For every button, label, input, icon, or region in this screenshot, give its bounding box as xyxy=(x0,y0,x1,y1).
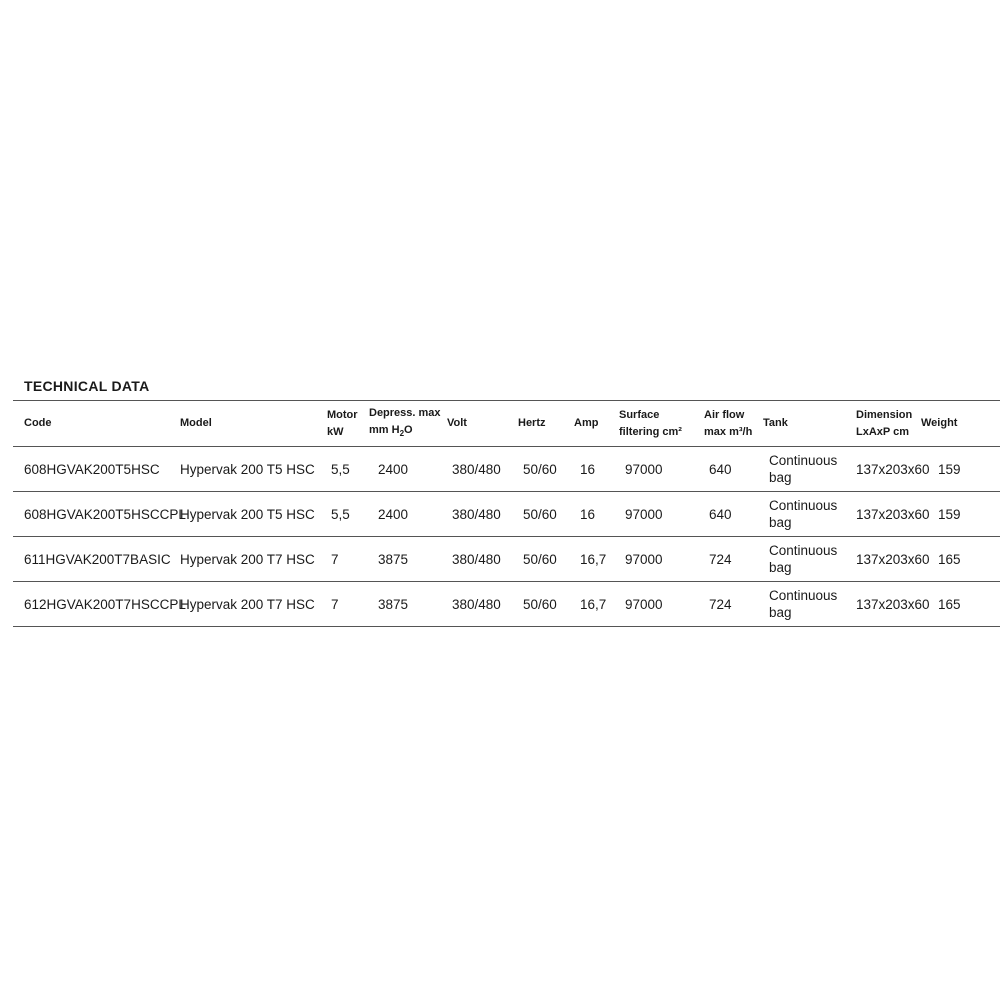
cell-weight: 159 xyxy=(938,461,961,477)
cell-model: Hypervak 200 T5 HSC xyxy=(180,461,315,477)
cell-volt: 380/480 xyxy=(452,551,501,567)
cell-surface: 97000 xyxy=(625,461,663,477)
cell-hertz: 50/60 xyxy=(523,506,557,522)
cell-tank: Continuous bag xyxy=(769,453,838,485)
header-airflow: Air flow max m³/h xyxy=(704,408,753,438)
cell-volt: 380/480 xyxy=(452,506,501,522)
table-row xyxy=(13,537,1000,582)
cell-hertz: 50/60 xyxy=(523,551,557,567)
cell-amp: 16 xyxy=(580,461,596,477)
table-row xyxy=(13,492,1000,537)
cell-model: Hypervak 200 T5 HSC xyxy=(180,506,315,522)
cell-hertz: 50/60 xyxy=(523,596,557,612)
cell-weight: 159 xyxy=(938,506,961,522)
header-code: Code xyxy=(24,417,52,429)
cell-motor: 7 xyxy=(331,551,339,567)
cell-dimension: 137x203x60 xyxy=(856,596,930,612)
cell-airflow: 724 xyxy=(709,551,732,567)
header-volt: Volt xyxy=(447,417,467,429)
cell-depress: 3875 xyxy=(378,596,409,612)
cell-airflow: 724 xyxy=(709,596,732,612)
cell-surface: 97000 xyxy=(625,596,663,612)
cell-weight: 165 xyxy=(938,596,961,612)
cell-airflow: 640 xyxy=(709,506,732,522)
cell-surface: 97000 xyxy=(625,506,663,522)
cell-motor: 5,5 xyxy=(331,461,350,477)
cell-depress: 2400 xyxy=(378,506,409,522)
header-dimension: Dimension LxAxP cm xyxy=(856,408,913,438)
header-hertz: Hertz xyxy=(518,417,546,429)
cell-model: Hypervak 200 T7 HSC xyxy=(180,596,315,612)
section-title: TECHNICAL DATA xyxy=(24,378,150,394)
cell-model: Hypervak 200 T7 HSC xyxy=(180,551,315,567)
header-depress: Depress. max mm $H_2O$ xyxy=(369,406,441,439)
table-row xyxy=(13,447,1000,492)
cell-motor: 7 xyxy=(331,596,339,612)
cell-amp: 16,7 xyxy=(580,596,607,612)
header-surface: Surface filtering cm² xyxy=(619,408,682,438)
cell-weight: 165 xyxy=(938,551,961,567)
technical-data-table xyxy=(13,400,1000,627)
header-model: Model xyxy=(180,417,212,429)
cell-motor: 5,5 xyxy=(331,506,350,522)
cell-depress: 3875 xyxy=(378,551,409,567)
header-motor: Motor kW xyxy=(327,408,358,438)
cell-code: 608HGVAK200T5HSCCPL xyxy=(24,506,186,522)
cell-amp: 16,7 xyxy=(580,551,607,567)
table-row xyxy=(13,582,1000,627)
cell-airflow: 640 xyxy=(709,461,732,477)
cell-hertz: 50/60 xyxy=(523,461,557,477)
cell-tank: Continuous bag xyxy=(769,498,838,530)
cell-code: 612HGVAK200T7HSCCPL xyxy=(24,596,186,612)
cell-tank: Continuous bag xyxy=(769,588,838,620)
cell-dimension: 137x203x60 xyxy=(856,506,930,522)
header-row xyxy=(13,401,1000,447)
cell-amp: 16 xyxy=(580,506,596,522)
cell-surface: 97000 xyxy=(625,551,663,567)
cell-volt: 380/480 xyxy=(452,596,501,612)
header-amp: Amp xyxy=(574,417,599,429)
header-tank: Tank xyxy=(763,417,788,429)
cell-code: 608HGVAK200T5HSC xyxy=(24,461,160,477)
cell-depress: 2400 xyxy=(378,461,409,477)
cell-code: 611HGVAK200T7BASIC xyxy=(24,551,171,567)
cell-dimension: 137x203x60 xyxy=(856,461,930,477)
header-weight: Weight xyxy=(921,417,958,429)
cell-volt: 380/480 xyxy=(452,461,501,477)
cell-dimension: 137x203x60 xyxy=(856,551,930,567)
cell-tank: Continuous bag xyxy=(769,543,838,575)
